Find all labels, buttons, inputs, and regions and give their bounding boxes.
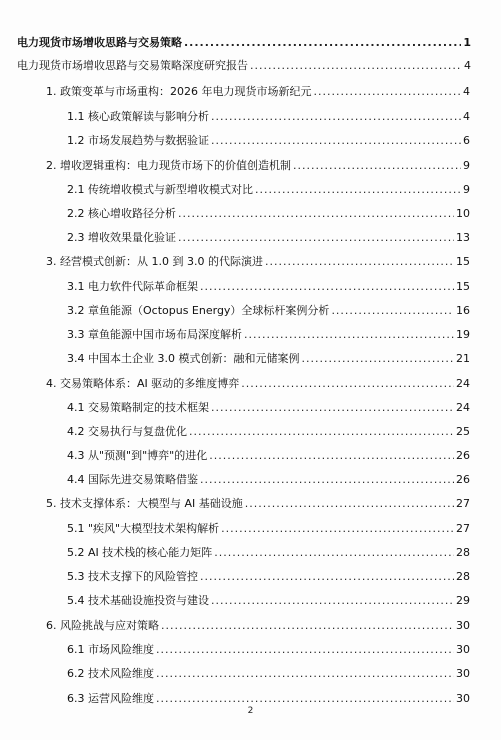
toc-entry[interactable] — [67, 278, 470, 294]
toc-entry-title: 2.1 传统增收模式与新型增收模式对比 — [67, 183, 253, 196]
dot-leader — [156, 643, 454, 656]
dot-leader — [265, 255, 454, 268]
toc-entry[interactable] — [67, 181, 470, 197]
toc-entry-page: 9 — [463, 159, 470, 172]
toc-entry-title: 电力现货市场增收思路与交易策略 — [17, 36, 182, 49]
toc-entry-page: 25 — [456, 425, 470, 438]
dot-leader — [200, 570, 454, 583]
dot-leader — [214, 546, 454, 559]
dot-leader — [255, 183, 461, 196]
toc-entry-page: 6 — [463, 134, 470, 147]
toc-entry-page: 4 — [463, 85, 470, 98]
toc-entry[interactable] — [46, 375, 470, 391]
toc-entry[interactable] — [46, 617, 470, 633]
toc-entry-page: 24 — [456, 377, 470, 390]
dot-leader — [301, 352, 454, 365]
toc-entry[interactable] — [67, 592, 470, 608]
dot-leader — [211, 401, 454, 414]
toc-entry-page: 27 — [456, 522, 470, 535]
dot-leader — [244, 328, 454, 341]
dot-leader — [211, 594, 454, 607]
toc-entry-page: 4 — [463, 110, 470, 123]
toc-entry[interactable] — [67, 229, 470, 245]
toc-entry-page: 10 — [456, 207, 470, 220]
toc-entry-title: 5.4 技术基础设施投资与建设 — [67, 594, 209, 607]
toc-entry[interactable] — [67, 520, 470, 536]
toc-entry[interactable] — [67, 544, 470, 560]
toc-entry-title: 电力现货市场增收思路与交易策略深度研究报告 — [17, 59, 248, 72]
toc-entry[interactable] — [46, 253, 470, 269]
dot-leader — [189, 425, 454, 438]
toc-entry-page: 28 — [456, 570, 470, 583]
toc-entry[interactable] — [67, 350, 470, 366]
toc-entry[interactable] — [67, 205, 470, 221]
toc-entry-page: 13 — [456, 231, 470, 244]
toc-entry-title: 5. 技术支撑体系：大模型与 AI 基础设施 — [46, 497, 243, 510]
toc-entry-page: 30 — [456, 643, 470, 656]
toc-entry-title: 5.2 AI 技术栈的核心能力矩阵 — [67, 546, 213, 559]
toc-entry[interactable] — [67, 447, 470, 463]
toc-entry-title: 4.4 国际先进交易策略借鉴 — [67, 473, 198, 486]
dot-leader — [209, 449, 454, 462]
toc-entry-page: 30 — [456, 619, 470, 632]
toc-entry-title: 3. 经营模式创新：从 1.0 到 3.0 的代际演进 — [46, 255, 263, 268]
toc-entry-title: 5.3 技术支撑下的风险管控 — [67, 570, 198, 583]
toc-entry-title: 4. 交易策略体系：AI 驱动的多维度博弈 — [46, 377, 240, 390]
toc-entry[interactable] — [67, 641, 470, 657]
dot-leader — [211, 110, 461, 123]
toc-entry[interactable] — [17, 34, 471, 50]
toc-entry-title: 3.4 中国本土企业 3.0 模式创新：融和元储案例 — [67, 352, 300, 365]
toc-entry-title: 4.2 交易执行与复盘优化 — [67, 425, 187, 438]
toc-entry-page: 21 — [456, 352, 470, 365]
dot-leader — [293, 159, 461, 172]
toc-entry[interactable] — [46, 495, 470, 511]
toc-entry-title: 6.2 技术风险维度 — [67, 667, 154, 680]
toc-entry-page: 9 — [463, 183, 470, 196]
dot-leader — [200, 473, 454, 486]
toc-entry-page: 30 — [456, 667, 470, 680]
dot-leader — [221, 522, 454, 535]
toc-entry-title: 2.3 增收效果量化验证 — [67, 231, 176, 244]
toc-entry-page: 4 — [464, 59, 471, 72]
toc-entry-title: 3.3 章鱼能源中国市场布局深度解析 — [67, 328, 242, 341]
toc-entry-page: 26 — [456, 449, 470, 462]
toc-entry-title: 1.2 市场发展趋势与数据验证 — [67, 134, 209, 147]
toc-entry[interactable] — [67, 568, 470, 584]
toc-entry-page: 19 — [456, 328, 470, 341]
toc-entry-title: 1.1 核心政策解读与影响分析 — [67, 110, 209, 123]
dot-leader — [200, 280, 454, 293]
toc-entry[interactable] — [46, 157, 470, 173]
dot-leader — [245, 497, 454, 510]
toc-entry-title: 5.1 "疾风"大模型技术架构解析 — [67, 522, 220, 535]
dot-leader — [156, 692, 454, 705]
toc-entry-page: 27 — [456, 497, 470, 510]
toc-entry-page: 29 — [456, 594, 470, 607]
toc-entry-title: 4.3 从"预测"到"博弈"的进化 — [67, 449, 208, 462]
toc-entry[interactable] — [67, 302, 470, 318]
toc-entry-page: 16 — [456, 304, 470, 317]
toc-entry-page: 24 — [456, 401, 470, 414]
toc-entry[interactable] — [67, 665, 470, 681]
dot-leader — [184, 36, 461, 49]
toc-entry-page: 26 — [456, 473, 470, 486]
toc-entry-page: 30 — [456, 692, 470, 705]
toc-entry-page: 28 — [456, 546, 470, 559]
page-number: 2 — [247, 706, 254, 716]
toc-entry[interactable] — [17, 57, 471, 73]
toc-entry[interactable] — [67, 108, 470, 124]
dot-leader — [211, 134, 461, 147]
toc-entry[interactable] — [67, 326, 470, 342]
dot-leader — [241, 377, 454, 390]
toc-entry-title: 2. 增收逻辑重构：电力现货市场下的价值创造机制 — [46, 159, 291, 172]
dot-leader — [156, 667, 454, 680]
dot-leader — [331, 304, 454, 317]
toc-entry-title: 6. 风险挑战与应对策略 — [46, 619, 159, 632]
toc-entry-page: 15 — [456, 255, 470, 268]
toc-entry-title: 6.3 运营风险维度 — [67, 692, 154, 705]
toc-entry-title: 4.1 交易策略制定的技术框架 — [67, 401, 209, 414]
dot-leader — [178, 207, 454, 220]
toc-entry-title: 3.2 章鱼能源（Octopus Energy）全球标杆案例分析 — [67, 304, 330, 317]
dot-leader — [250, 59, 462, 72]
toc-entry-title: 1. 政策变革与市场重构：2026 年电力现货市场新纪元 — [46, 85, 312, 98]
dot-leader — [313, 85, 461, 98]
toc-entry-page: 15 — [456, 280, 470, 293]
dot-leader — [161, 619, 454, 632]
toc-entry-title: 6.1 市场风险维度 — [67, 643, 154, 656]
dot-leader — [178, 231, 454, 244]
toc-entry[interactable] — [67, 132, 470, 148]
toc-entry[interactable] — [67, 423, 470, 439]
toc-entry-title: 3.1 电力软件代际革命框架 — [67, 280, 198, 293]
toc-entry[interactable] — [46, 83, 470, 99]
toc-entry[interactable] — [67, 471, 470, 487]
toc-entry[interactable] — [67, 399, 470, 415]
toc-entry-title: 2.2 核心增收路径分析 — [67, 207, 176, 220]
toc-entry-page: 1 — [463, 36, 471, 49]
toc-entry[interactable] — [67, 690, 470, 706]
